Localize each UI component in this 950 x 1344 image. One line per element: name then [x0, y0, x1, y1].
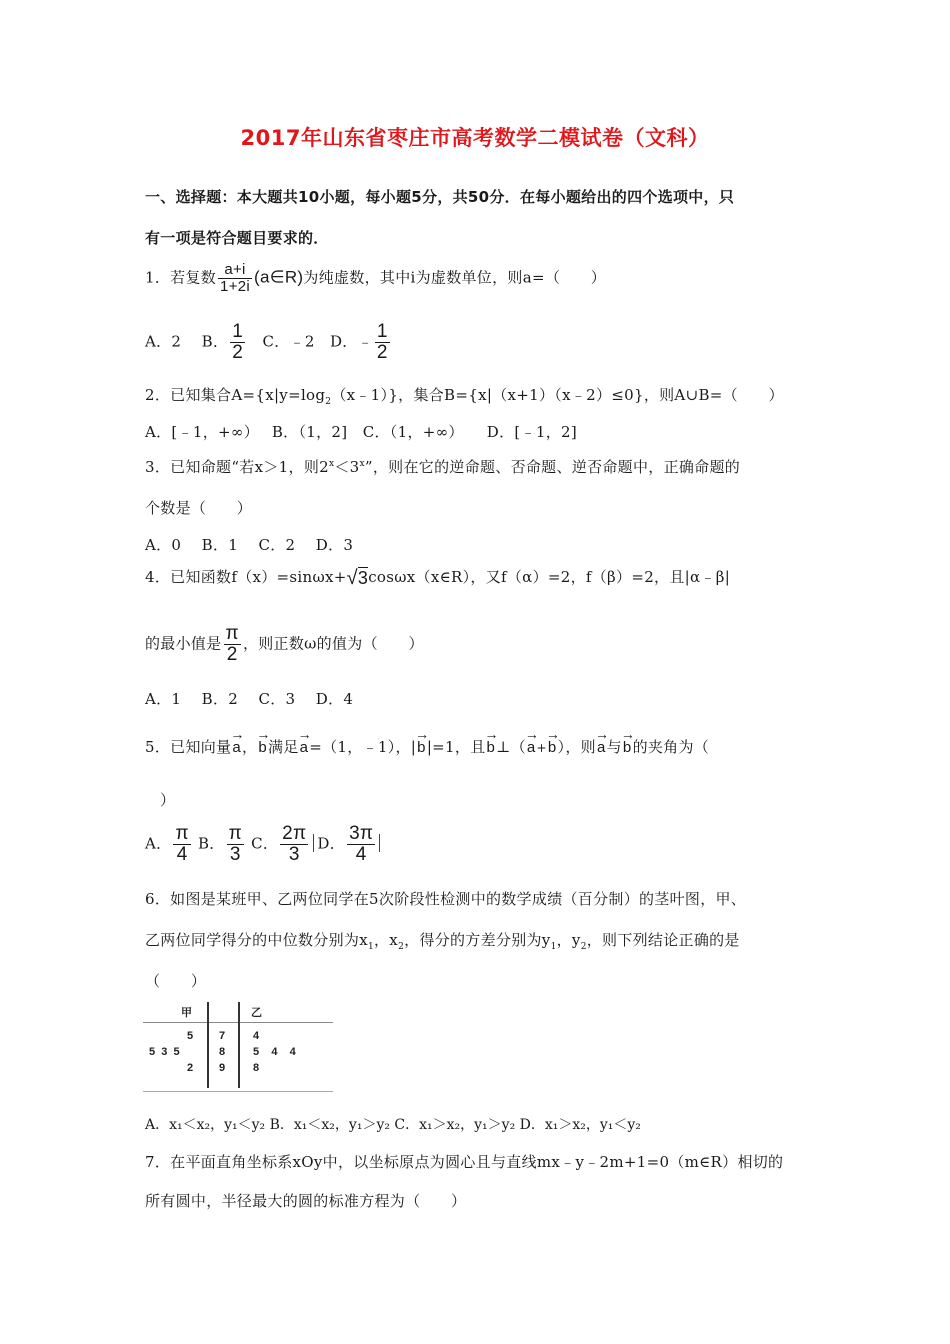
- fraction: $\frac{3\pi}{4}$: [349, 823, 374, 865]
- question-2: 2．已知集合$A=\{x|y=\log_2(x﹣1)\}$，集合B={x|（x+1）（x﹣2）≤0}，则A∪B=（ ）: [145, 386, 784, 407]
- fraction: $\frac{\pi}{2}$: [225, 623, 239, 665]
- question-6-line2: 乙两位同学得分的中位数分别为$x_1$，$x_2$，得分的方差分别为$y_1$，$y_2$，则下列结论正确的是: [145, 931, 740, 952]
- fraction: $\frac{1}{2}$: [232, 321, 244, 363]
- question-6-line1: 6．如图是某班甲、乙两位同学在5次阶段性检测中的数学成绩（百分制）的茎叶图，甲、: [145, 890, 747, 908]
- fraction: $\frac{a+i}{1+2i}$: [220, 261, 251, 295]
- row-2-right: 5 4 4: [253, 1046, 296, 1058]
- question-5-options: A． $\frac{\pi}{4}$ B． $\frac{\pi}{3}$ C． $\frac{2\pi}{3}$ D． $\frac{3\pi}{4}$: [145, 824, 380, 865]
- bottom-border: [143, 1091, 333, 1092]
- row-1-stem: 7: [219, 1030, 226, 1042]
- row-1-left: 5: [187, 1030, 194, 1042]
- fraction: $\frac{2\pi}{3}$: [282, 823, 307, 865]
- row-2-stem: 8: [219, 1046, 226, 1058]
- question-2-options: A．[﹣1，+∞） B．（1，2] C．（1，+∞） D．[﹣1，2]: [145, 423, 578, 441]
- sqrt-symbol: √3: [346, 566, 369, 589]
- question-5: 5．已知向量→ a，→ b满足→ a=（1，﹣1），|→ b|=1，且→ b⊥（→ a+→ b），则→ a与→ b的夹角为（: [145, 736, 709, 757]
- fraction: $\frac{1}{2}$: [376, 321, 388, 363]
- question-4: 4．已知函数f（x）=sinωx+√3cosωx（x∈R），又f（α）=2，f（β）=2，且|α﹣β|: [145, 566, 731, 589]
- question-3-options: A．0 B．1 C．2 D．3: [145, 536, 354, 554]
- row-3-stem: 9: [219, 1062, 226, 1074]
- question-7-line2: 所有圆中，半径最大的圆的标准方程为（ ）: [145, 1192, 467, 1210]
- right-divider: [238, 1002, 240, 1088]
- header-jia: 甲: [181, 1007, 192, 1019]
- section-heading-line2: 有一项是符合题目要求的．: [145, 229, 329, 247]
- fraction: $\frac{\pi}{4}$: [175, 823, 189, 865]
- question-1: 1．若复数 $\frac{a+i}{1+2i}$ (a∈R)为纯虚数，其中i为虚数单位，则a=（ ）: [145, 261, 607, 295]
- left-divider: [207, 1002, 209, 1088]
- question-4-line2: 的最小值是 $\frac{\pi}{2}$ ，则正数ω的值为（ ）: [145, 623, 424, 665]
- page-title: 2017年山东省枣庄市高考数学二模试卷（文科）: [240, 126, 710, 150]
- section-heading-line1: 一、选择题：本大题共10小题，每小题5分，共50分．在每小题给出的四个选项中，只: [145, 188, 735, 206]
- question-4-options: A．1 B．2 C．3 D．4: [145, 690, 354, 708]
- question-6-options: A．x₁＜x₂，y₁＜y₂ B．x₁＜x₂，y₁＞y₂ C．x₁＞x₂，y₁＞y₂ D．x₁＞x₂，y₁＜y₂: [145, 1117, 641, 1133]
- question-6-line3: （ ）: [145, 972, 207, 990]
- row-2-left: 5 3 5: [149, 1046, 180, 1058]
- row-3-right: 8: [253, 1062, 260, 1074]
- stem-leaf-plot: [143, 1000, 338, 1092]
- question-3-line2: 个数是（ ）: [145, 499, 253, 517]
- question-1-options: A．2 B． $\frac{1}{2}$ C．﹣2 D．﹣ $\frac{1}{2}$: [145, 321, 388, 363]
- header-yi: 乙: [251, 1007, 262, 1019]
- fraction: $\frac{\pi}{3}$: [228, 823, 242, 865]
- row-1-right: 4: [253, 1030, 260, 1042]
- question-3: 3．已知命题“若x＞1，则$2^x<3^x$”，则在它的逆命题、否命题、逆否命题中，正确命题的: [145, 458, 741, 476]
- question-5-line2: ）: [160, 791, 176, 809]
- row-3-left: 2: [187, 1062, 194, 1074]
- question-7-line1: 7．在平面直角坐标系xOy中，以坐标原点为圆心且与直线mx﹣y﹣2m+1=0（m∈R）相切的: [145, 1153, 784, 1171]
